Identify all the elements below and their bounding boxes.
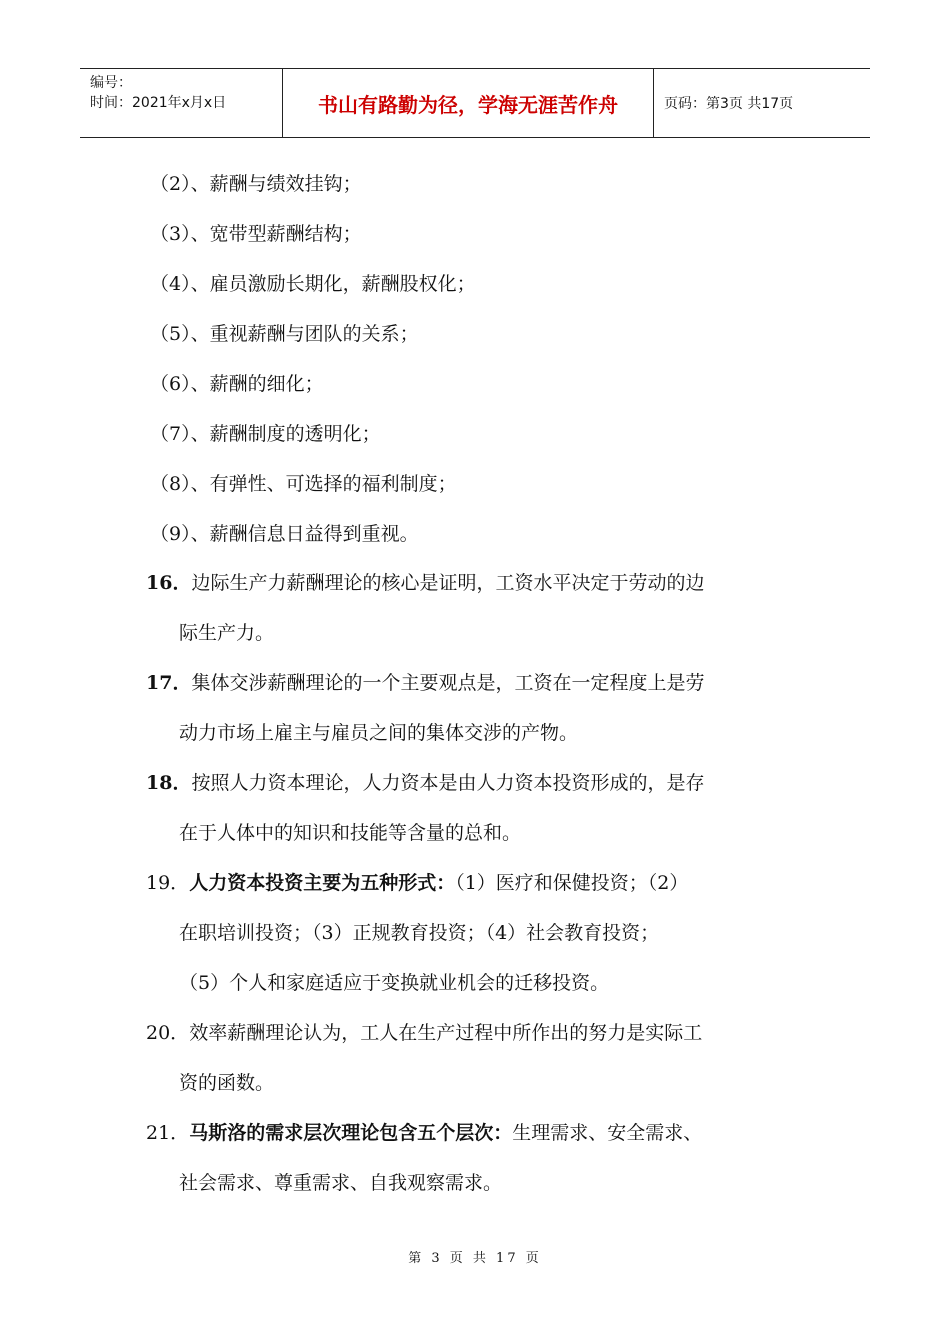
item-number: 17．	[146, 672, 192, 694]
item-bold-lead: 马斯洛的需求层次理论包含五个层次：	[189, 1122, 513, 1144]
item-text: 集体交涉薪酬理论的一个主要观点是，工资在一定程度上是劳	[191, 672, 705, 694]
item-text: 在于人体中的知识和技能等含量的总和。	[179, 822, 522, 844]
item-number: 19．	[146, 872, 190, 894]
page-footer: 第 3 页 共 17 页	[408, 1251, 542, 1266]
item-text: 在职培训投资；（3）正规教育投资；（4）社会教育投资；	[179, 922, 660, 944]
numbered-item-19	[146, 858, 812, 1008]
header-meta	[80, 69, 282, 137]
list-item: （4）、雇员激励长期化，薪酬股权化；	[150, 273, 476, 295]
list-item: （3）、宽带型薪酬结构；	[150, 223, 362, 245]
item-text: （5）个人和家庭适应于变换就业机会的迁移投资。	[179, 972, 610, 994]
numbered-item-17	[146, 658, 812, 758]
item-text: 动力市场上雇主与雇员之间的集体交涉的产物。	[179, 722, 579, 744]
list-item: （7）、薪酬制度的透明化；	[150, 423, 381, 445]
numbered-item-18	[146, 758, 812, 858]
list-item: （6）、薪酬的细化；	[150, 373, 324, 395]
item-text: 资的函数。	[179, 1072, 275, 1094]
numbered-item-16	[146, 558, 812, 658]
number-label: 编号：	[90, 75, 132, 91]
item-text: 效率薪酬理论认为，工人在生产过程中所作出的努力是实际工	[189, 1022, 703, 1044]
item-text: 按照人力资本理论，人力资本是由人力资本投资形成的，是存	[191, 772, 705, 794]
item-text: 际生产力。	[179, 622, 275, 644]
item-text: 边际生产力薪酬理论的核心是证明，工资水平决定于劳动的边	[191, 572, 705, 594]
list-item: （2）、薪酬与绩效挂钩；	[150, 173, 362, 195]
item-number: 16．	[146, 572, 192, 594]
numbered-item-21	[146, 1108, 812, 1208]
header-motto: 书山有路勤为径，学海无涯苦作舟	[282, 69, 654, 137]
numbered-item-20	[146, 1008, 812, 1108]
item-number: 20．	[146, 1022, 190, 1044]
item-bold-lead: 人力资本投资主要为五种形式：	[189, 872, 456, 894]
item-number: 21．	[146, 1122, 190, 1144]
item-text: 生理需求、安全需求、	[512, 1122, 703, 1144]
document-header	[80, 68, 870, 138]
list-item: （5）、重视薪酬与团队的关系；	[150, 323, 419, 345]
item-text: 社会需求、尊重需求、自我观察需求。	[179, 1172, 503, 1194]
item-number: 18．	[146, 772, 192, 794]
list-item: （9）、薪酬信息日益得到重视。	[150, 523, 419, 545]
item-text: （1）医疗和保健投资；（2）	[455, 872, 689, 894]
list-item: （8）、有弹性、可选择的福利制度；	[150, 473, 457, 495]
time-label: 时间：2021年x月x日	[90, 95, 227, 111]
header-page-info: 页码：第3页 共17页	[664, 96, 794, 112]
